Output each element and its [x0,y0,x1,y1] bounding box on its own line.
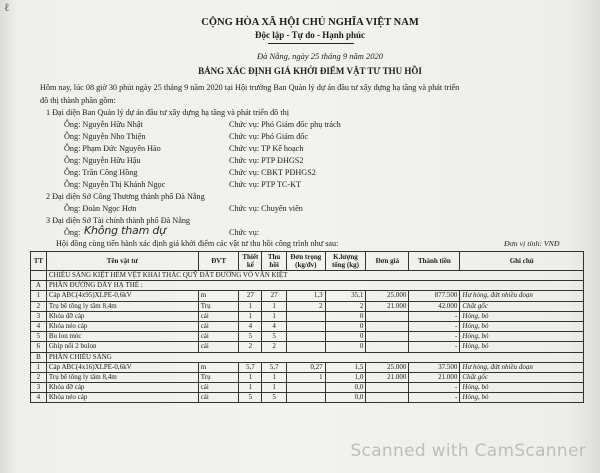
recovered-qty-cell: 2 [262,342,287,352]
party-member-name: Ông: Đoàn Ngọc Hơn [64,204,137,213]
amount-cell: - [409,393,460,403]
recovered-qty-cell: 1 [262,372,287,382]
council-statement: Hội đồng cùng tiến hành xác định giá khởi điểm các vật tư thu hồi công trình như sau: [56,239,339,248]
unit-weight-cell [287,393,326,403]
note-cell: Hư hỏng, đứt nhiều đoạn [460,291,584,301]
party-member-role: Chức vụ: CBKT PĐHGS2 [229,168,316,177]
unit-cell: cái [198,393,239,403]
design-qty-cell: 1 [239,311,262,321]
unit-cell: cái [198,342,239,352]
material-name-cell: Khóa đỡ cáp [46,311,198,321]
unit-cell: Trụ [198,301,239,311]
handwritten-note: Không tham dự [84,224,166,237]
amount-cell: - [409,311,460,321]
material-name-cell: Khóa đỡ cáp [46,383,198,393]
party-member-name: Ông: Nguyễn Thị Khánh Ngọc [64,180,166,189]
column-header: Thành tiền [409,252,460,271]
unit-weight-cell [287,311,326,321]
note-cell: Hỏng, bỏ [460,342,584,352]
design-qty-cell: 2 [239,342,262,352]
column-header: Ghi chú [460,252,584,271]
column-header: Đơn giá [366,252,409,271]
column-header: Đơn trọng (kg/đv) [287,252,326,271]
table-row [31,362,584,372]
note-cell: Hỏng, bỏ [460,393,584,403]
table-row [31,372,584,382]
amount-cell: - [409,383,460,393]
recovered-qty-cell: 5,7 [262,362,287,372]
row-number-cell: 1 [31,362,47,372]
materials-table [30,251,584,403]
unit-price-cell [366,311,409,321]
party-1-title: 1 Đại diện Ban Quản lý dự án đầu tư xây dựng hạ tầng và phát triển đô thị [46,108,289,117]
unit-weight-cell: 1,3 [287,291,326,301]
unit-price-cell [366,342,409,352]
row-number-cell: 4 [31,321,47,331]
total-weight-cell: 2 [325,301,366,311]
material-name-cell: Trụ bê tông ly tâm 8,4m [46,372,198,382]
recovered-qty-cell: 1 [262,383,287,393]
unit-weight-cell [287,332,326,342]
row-number-cell: 3 [31,383,47,393]
camscanner-watermark: Scanned with CamScanner [350,441,586,461]
table-row [31,301,584,311]
party-member-name: Ông: [64,228,81,237]
note-cell: Hỏng, bỏ [460,383,584,393]
republic-heading: CỘNG HÒA XÃ HỘI CHỦ NGHĨA VIỆT NAM [201,17,419,28]
recovered-qty-cell: 1 [262,311,287,321]
unit-cell: cái [198,332,239,342]
total-weight-cell: 0,0 [325,383,366,393]
amount-cell: - [409,332,460,342]
material-name-cell: Trụ bê tông ly tâm 8,4m [46,301,198,311]
note-cell: Chất gốc [460,301,584,311]
recovered-qty-cell: 5 [262,393,287,403]
table-row [31,332,584,342]
party-member-role: Chức vụ: Phó Giám đốc phụ trách [229,120,341,129]
unit-cell: m [198,291,239,301]
table-header-row [31,252,584,271]
row-number-cell: 5 [31,332,47,342]
unit-price-cell [366,332,409,342]
unit-cell: m [198,362,239,372]
party-member-role: Chức vụ: [229,228,260,237]
party-member-name: Ông: Phạm Đức Nguyên Hào [64,144,161,153]
total-weight-cell: 1,0 [325,372,366,382]
unit-price-cell [366,321,409,331]
document-title: BẢNG XÁC ĐỊNH GIÁ KHỞI ĐIỂM VẬT TƯ THU HỒI [198,66,422,76]
design-qty-cell: 4 [239,321,262,331]
table-row [31,393,584,403]
material-name-cell: Cáp ABC(4x95)XLPE-0,6kV [46,291,198,301]
material-name-cell: Khóa néo cáp [46,321,198,331]
party-member-role: Chức vụ: PTP ĐHGS2 [229,156,304,165]
total-weight-cell: 0 [325,332,366,342]
table-row [31,311,584,321]
row-number-cell: 3 [31,311,47,321]
total-weight-cell: 35,1 [325,291,366,301]
row-number-cell: 6 [31,342,47,352]
project-name: CHIẾU SÁNG KIỆT HẺM VỆT KHAI THÁC QUỸ ĐẤT ĐƯỜNG VÕ VĂN KIỆT [46,271,583,281]
recovered-qty-cell: 27 [262,291,287,301]
unit-price-cell [366,393,409,403]
motto-underline [268,43,354,44]
table-row [31,342,584,352]
total-weight-cell: 0 [325,311,366,321]
motto: Độc lập - Tự do - Hạnh phúc [254,30,365,40]
note-cell: Hư hỏng, đứt nhiều đoạn [460,362,584,372]
section-row [31,352,584,362]
column-header: K.lượng tổng (kg) [325,252,366,271]
party-member-role: Chức vụ: PTP TC-KT [229,180,301,189]
unit-weight-cell [287,342,326,352]
material-name-cell: Ghíp nối 2 bulon [46,342,198,352]
intro-line-2: đô thị thành phần gồm: [40,96,116,105]
row-number-cell: 2 [31,301,47,311]
row-number-cell: 1 [31,291,47,301]
note-cell: Hỏng, bỏ [460,332,584,342]
unit-price-cell: 25.000 [366,291,409,301]
section-name: PHẦN CHIẾU SÁNG [46,352,583,362]
margin-mark: ℓ [4,2,10,14]
design-qty-cell: 1 [239,301,262,311]
section-id: B [31,352,47,362]
table-row [31,321,584,331]
table-row [31,383,584,393]
party-member-role: Chức vụ: Chuyên viên [229,204,303,213]
total-weight-cell: 0,0 [325,393,366,403]
amount-cell: - [409,342,460,352]
unit-price-cell [366,383,409,393]
row-number-cell: 2 [31,372,47,382]
note-cell: Hỏng, bỏ [460,321,584,331]
note-cell: Chất gốc [460,372,584,382]
section-id: A [31,281,47,291]
party-2-title: 2 Đại diện Sở Công Thương thành phố Đà Nẵng [46,192,205,201]
amount-cell: 877.500 [409,291,460,301]
column-header: Tên vật tư [46,252,198,271]
design-qty-cell: 1 [239,372,262,382]
unit-weight-cell: 1 [287,372,326,382]
party-member-name: Ông: Nguyễn Nho Thiện [64,132,146,141]
section-name: PHẦN ĐƯỜNG DÂY HẠ THẾ : [46,281,583,291]
total-weight-cell: 0 [325,342,366,352]
total-weight-cell: 1,5 [325,362,366,372]
unit-cell: Trụ [198,372,239,382]
unit-cell: cái [198,321,239,331]
party-3-title: 3 Đại diện Sở Tài chính thành phố Đà Nẵng [46,216,191,225]
unit-weight-cell: 0,27 [287,362,326,372]
unit-weight-cell: 2 [287,301,326,311]
table-row [31,291,584,301]
column-header: Thu hồi [262,252,287,271]
recovered-qty-cell: 1 [262,301,287,311]
unit-cell: cái [198,383,239,393]
amount-cell: - [409,321,460,331]
design-qty-cell: 5 [239,332,262,342]
column-header: Thiết kế [239,252,262,271]
recovered-qty-cell: 5 [262,332,287,342]
party-member-name: Ông: Trần Công Hồng [64,168,138,177]
unit-price-cell: 21.000 [366,372,409,382]
material-name-cell: Khóa néo cáp [46,393,198,403]
unit-label: Đơn vị tính: VNĐ [504,239,560,248]
material-name-cell: Cáp ABC(4x16)XLPE-0,6kV [46,362,198,372]
row-number-cell: 4 [31,393,47,403]
design-qty-cell: 1 [239,383,262,393]
party-member-role: Chức vụ: TP Kế hoạch [229,144,304,153]
party-member-name: Ông: Nguyễn Hữu Hậu [64,156,141,165]
amount-cell: 21.000 [409,372,460,382]
material-name-cell: Bu lon móc [46,332,198,342]
unit-cell: cái [198,311,239,321]
design-qty-cell: 5 [239,393,262,403]
column-header: TT [31,252,47,271]
total-weight-cell: 0 [325,321,366,331]
design-qty-cell: 27 [239,291,262,301]
design-qty-cell: 5,7 [239,362,262,372]
intro-line-1: Hôm nay, lúc 08 giờ 30 phút ngày 25 tháng 9 năm 2020 tại Hội trường Ban Quản lý dự án đầu tư xây dựng hạ tầng và phát triển [40,83,460,92]
unit-price-cell: 21.000 [366,301,409,311]
party-member-name: Ông: Nguyễn Hữu Nhật [64,120,143,129]
unit-weight-cell [287,321,326,331]
recovered-qty-cell: 4 [262,321,287,331]
unit-weight-cell [287,383,326,393]
document-date: Đà Nẵng, ngày 25 tháng 9 năm 2020 [256,51,384,61]
project-row [31,271,584,281]
section-row [31,281,584,291]
amount-cell: 42.000 [409,301,460,311]
unit-price-cell: 25.000 [366,362,409,372]
column-header: ĐVT [198,252,239,271]
note-cell: Hỏng, bỏ [460,311,584,321]
party-member-role: Chức vụ: Phó Giám đốc [229,132,309,141]
amount-cell: 37.500 [409,362,460,372]
